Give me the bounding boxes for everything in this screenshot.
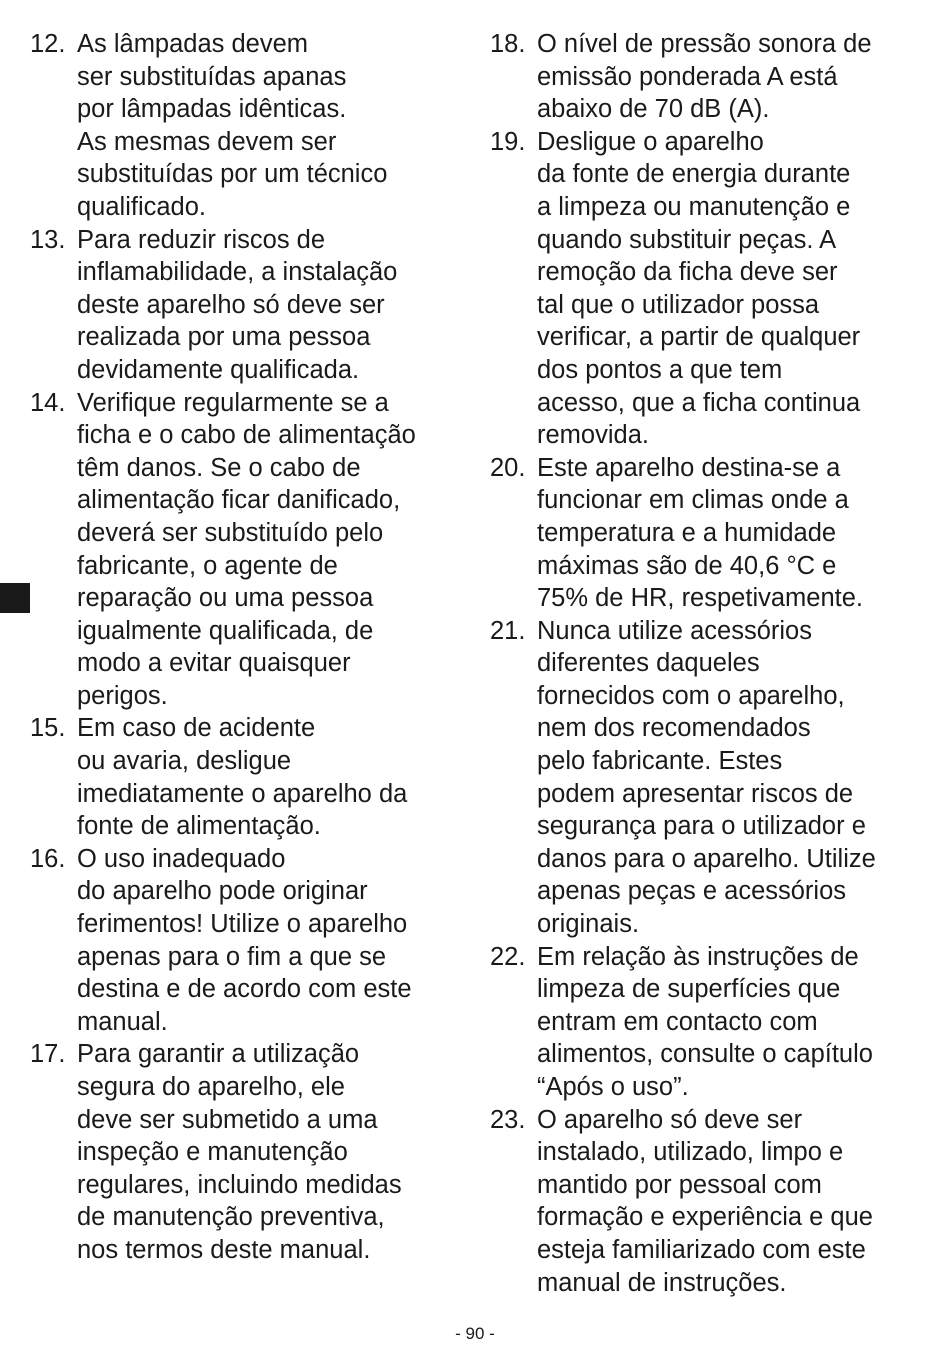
item-number: 21. [490, 616, 526, 645]
list-item [490, 615, 930, 941]
item-text: Verifique regularmente se a ficha e o cabo de alimentação têm danos. Se o cabo de alimentação ficar danificado, deverá ser substituído pelo fabricante, o agente de reparação ou uma pessoa igualmente qualificada, de modo a evitar quaisquer perigos. [77, 388, 416, 710]
item-text: O uso inadequado do aparelho pode originar ferimentos! Utilize o aparelho apenas para o fim a que se destina e de acordo com este manual. [77, 844, 412, 1036]
item-number: 16. [30, 844, 66, 873]
list-item [490, 126, 930, 452]
item-number: 15. [30, 714, 66, 743]
item-text: As lâmpadas devem ser substituídas apanas por lâmpadas idênticas. As mesmas devem ser substituídas por um técnico qualificado. [77, 30, 388, 221]
item-text: Nunca utilize acessórios diferentes daqueles fornecidos com o aparelho, nem dos recomendados pelo fabricante. Estes podem apresentar riscos de segurança para o utilizador e danos para o aparelho. Utilize apenas peças e acessórios originais. [537, 616, 876, 939]
item-number: 20. [490, 453, 526, 482]
item-text: Para reduzir riscos de inflamabilidade, a instalação deste aparelho só deve ser realizada por uma pessoa devidamente qualificada. [77, 225, 398, 384]
item-number: 13. [30, 225, 66, 254]
item-number: 17. [30, 1040, 66, 1069]
list-item [30, 712, 465, 842]
item-text: Este aparelho destina-se a funcionar em climas onde a temperatura e a humidade máximas são de 40,6 °C e 75% de HR, respetivamente. [537, 453, 863, 613]
item-text: Para garantir a utilização segura do aparelho, ele deve ser submetido a uma inspeção e manutenção regulares, incluindo medidas de manutenção preventiva, nos termos deste manual. [77, 1040, 402, 1264]
item-text: O nível de pressão sonora de emissão ponderada A está abaixo de 70 dB (A). [537, 30, 872, 124]
list-item [490, 28, 930, 126]
list-item [490, 941, 930, 1104]
list-item [490, 452, 930, 615]
item-text: Em relação às instruções de limpeza de superfícies que entram em contacto com alimentos, consulte o capítulo “Após o uso”. [537, 942, 873, 1101]
left-column [30, 28, 465, 1267]
item-number: 18. [490, 30, 526, 58]
list-item [30, 28, 465, 224]
list-item [30, 224, 465, 387]
list-item [490, 1104, 930, 1300]
item-number: 14. [30, 388, 66, 417]
item-text: Desligue o aparelho da fonte de energia durante a limpeza ou manutenção e quando substituir peças. A remoção da ficha deve ser tal que o utilizador possa verificar, a partir de qualquer dos pontos a que tem acesso, que a ficha continua removida. [537, 127, 861, 450]
page-number: - 90 - [455, 1324, 495, 1343]
item-number: 12. [30, 30, 66, 58]
list-item [30, 843, 465, 1039]
item-number: 23. [490, 1105, 526, 1134]
item-number: 19. [490, 127, 526, 156]
item-number: 22. [490, 942, 526, 971]
item-text: Em caso de acidente ou avaria, desligue imediatamente o aparelho da fonte de alimentação. [77, 714, 408, 841]
list-item [30, 387, 465, 713]
item-text: O aparelho só deve ser instalado, utilizado, limpo e mantido por pessoal com formação e experiência e que esteja familiarizado com este manual de instruções. [537, 1105, 873, 1297]
section-marker [0, 583, 30, 613]
right-column [490, 28, 930, 1299]
list-item [30, 1038, 465, 1266]
